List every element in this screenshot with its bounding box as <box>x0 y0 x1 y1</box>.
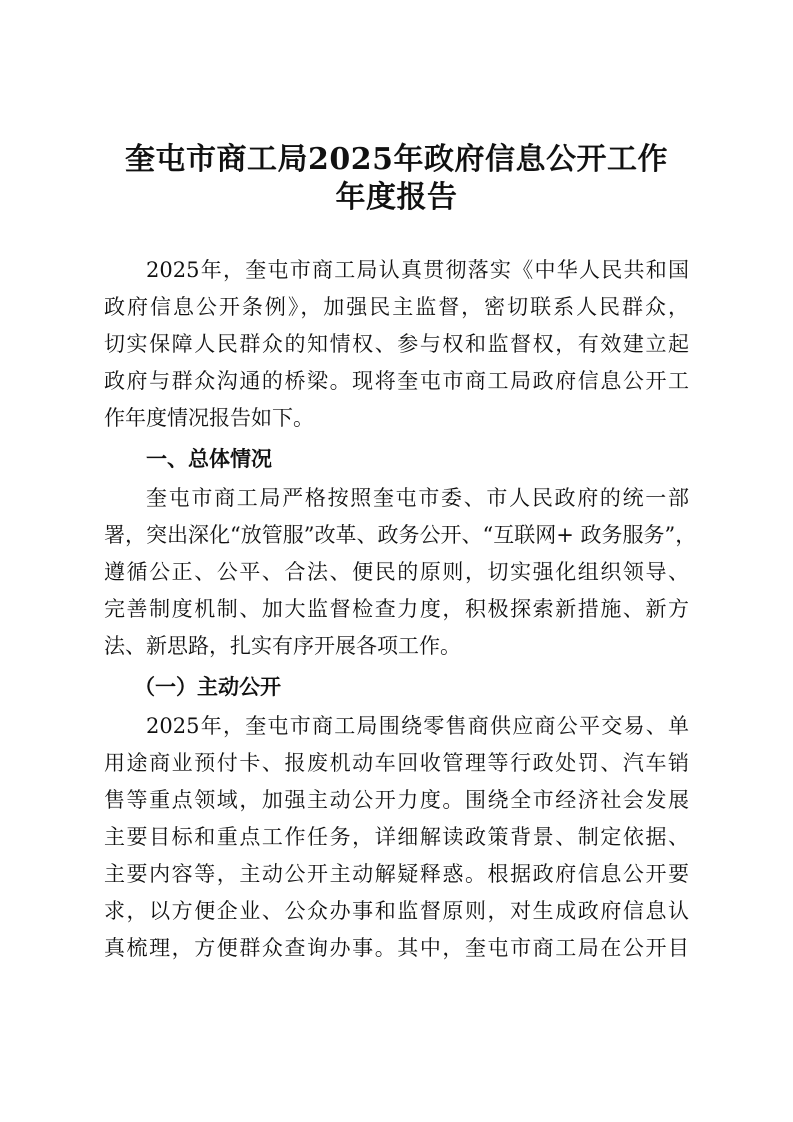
intro-line-1: 2025年，奎屯市商工局认真贯彻落实《中华人民共和国 <box>146 258 689 282</box>
intro-line-4: 政府与群众沟通的桥梁。现将奎屯市商工局政府信息公开工 <box>104 369 689 393</box>
subsection-1-line-6: 求，以方便企业、公众办事和监督原则，对生成政府信息认 <box>104 899 689 923</box>
subsection-1-line-5: 主要内容等，主动公开主动解疑释惑。根据政府信息公开要 <box>104 862 689 886</box>
section-1-line-5: 法、新思路，扎实有序开展各项工作。 <box>104 634 461 658</box>
intro-line-5: 作年度情况报告如下。 <box>104 406 314 430</box>
document-title-line-1: 奎屯市商工局2025年政府信息公开工作 <box>125 142 668 177</box>
intro-line-2: 政府信息公开条例》，加强民主监督，密切联系人民群众， <box>104 295 689 319</box>
document-title-line-2: 年度报告 <box>335 180 458 215</box>
subsection-1-heading: （一）主动公开 <box>134 675 281 699</box>
intro-line-3: 切实保障人民群众的知情权、参与权和监督权，有效建立起 <box>104 332 689 356</box>
section-1-line-1: 奎屯市商工局严格按照奎屯市委、市人民政府的统一部 <box>146 486 689 510</box>
section-1-heading: 一、总体情况 <box>146 447 272 471</box>
section-1-line-2: 署，突出深化“放管服”改革、政务公开、“互联网+ 政务服务”， <box>104 523 697 547</box>
subsection-1-line-7: 真梳理，方便群众查询办事。其中，奎屯市商工局在公开目 <box>104 936 689 960</box>
section-1-line-3: 遵循公正、公平、合法、便民的原则，切实强化组织领导、 <box>104 560 689 584</box>
subsection-1-line-1: 2025年，奎屯市商工局围绕零售商供应商公平交易、单 <box>146 714 689 738</box>
section-1-line-4: 完善制度机制、加大监督检查力度，积极探索新措施、新方 <box>104 597 689 621</box>
subsection-1-line-3: 售等重点领域，加强主动公开力度。围绕全市经济社会发展 <box>104 788 689 812</box>
subsection-1-line-4: 主要目标和重点工作任务，详细解读政策背景、制定依据、 <box>104 825 689 849</box>
subsection-1-line-2: 用途商业预付卡、报废机动车回收管理等行政处罚、汽车销 <box>104 751 689 775</box>
